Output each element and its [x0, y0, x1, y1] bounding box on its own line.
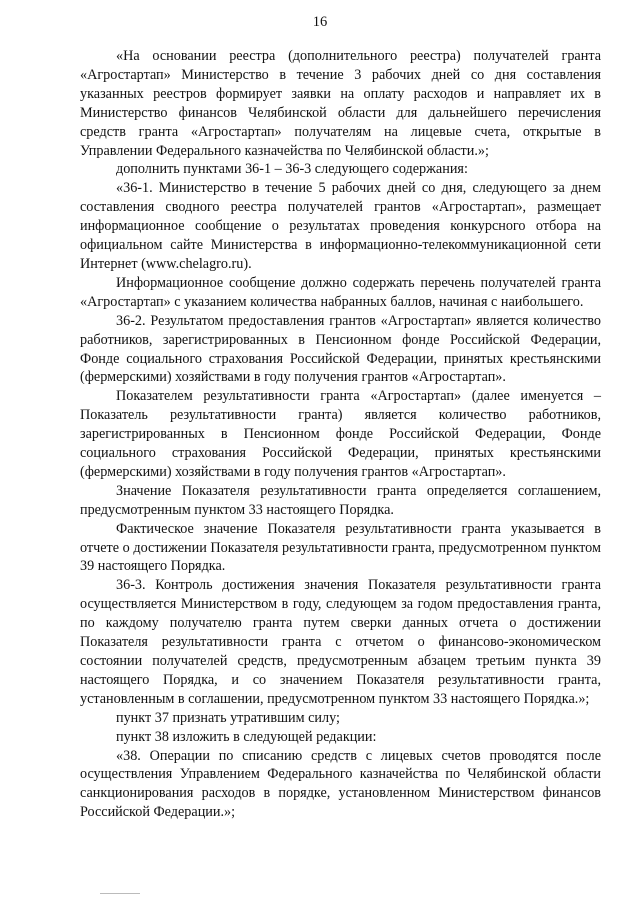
paragraph-36-3: 36-3. Контроль достижения значения Показателя результативности гранта осуществляется Министерством в году, следующем за годом предоставления гранта, по каждому получателю гранта путем сверки данных отчета о достижении Показателя результативности гранта с отчетом о финансово-экономическом состоянии получателей средств, предусмотренным абзацем третьим пункта 39 настоящего Порядка, и со значением Показателя результативности гранта, установленным в соглашении, предусмотренном пунктом 33 настоящего Порядка.»; — [80, 577, 601, 707]
paragraph-registry-applications: «На основании реестра (дополнительного реестра) получателей гранта «Агростартап» Министерство в течение 3 рабочих дней со дня составления указанных реестров формирует заявки на оплату расходов и направляет их в Министерство финансов Челябинской области для дальнейшего перечисления средств гранта «Агростартап» получателям на лицевые счета, открытые в Управлении Федерального казначейства по Челябинской области.»; — [80, 48, 601, 159]
paragraph-36-1: «36-1. Министерство в течение 5 рабочих дней со дня, следующего за днем составления сводного реестра получателей грантов «Агростартап», размещает информационное сообщение о результатах проведения конкурсного отбора на официальном сайте Министерства в информационно-телекоммуникационной сети Интернет (www.chelagro.ru). — [80, 180, 601, 272]
paragraph-add-points: дополнить пунктами 36-1 – 36-3 следующего содержания: — [116, 161, 468, 178]
paragraph-actual-value: Фактическое значение Показателя результативности гранта указывается в отчете о достижении Показателя результативности гранта, предусмотренном пунктом 39 настоящего Порядка. — [80, 520, 601, 575]
paragraph-point-37: пункт 37 признать утратившим силу; — [116, 709, 340, 726]
paragraph-indicator-value: Значение Показателя результативности гранта определяется соглашением, предусмотренным пунктом 33 настоящего Порядка. — [80, 482, 601, 518]
paragraph-performance-indicator: Показателем результативности гранта «Агростартап» (далее именуется – Показатель результативности гранта) является количество работников, зарегистрированных в Пенсионном фонде Российской Федерации, Фонде социального страхования Российской Федерации, принятых крестьянскими (фермерскими) хозяйствами в году получения грантов «Агростартап». — [80, 388, 601, 480]
page-number: 16 — [312, 14, 328, 30]
paragraph-info-message: Информационное сообщение должно содержать перечень получателей гранта «Агростартап» с указанием количества набранных баллов, начиная с наибольшего. — [80, 274, 601, 310]
paragraph-36-2: 36-2. Результатом предоставления грантов «Агростартап» является количество работников, зарегистрированных в Пенсионном фонде Российской Федерации, Фонде социального страхования Российской Федерации, принятых крестьянскими (фермерскими) хозяйствами в году получения грантов «Агростартап». — [80, 312, 601, 386]
paragraph-point-38: «38. Операции по списанию средств с лицевых счетов проводятся после осуществления Управлением Федерального казначейства по Челябинской области санкционирования расходов в порядке, установленном Министерством финансов Российской Федерации.»; — [80, 747, 601, 821]
paragraph-point-38-intro: пункт 38 изложить в следующей редакции: — [116, 728, 377, 745]
footer-mark — [100, 893, 140, 894]
document-body — [80, 47, 601, 822]
